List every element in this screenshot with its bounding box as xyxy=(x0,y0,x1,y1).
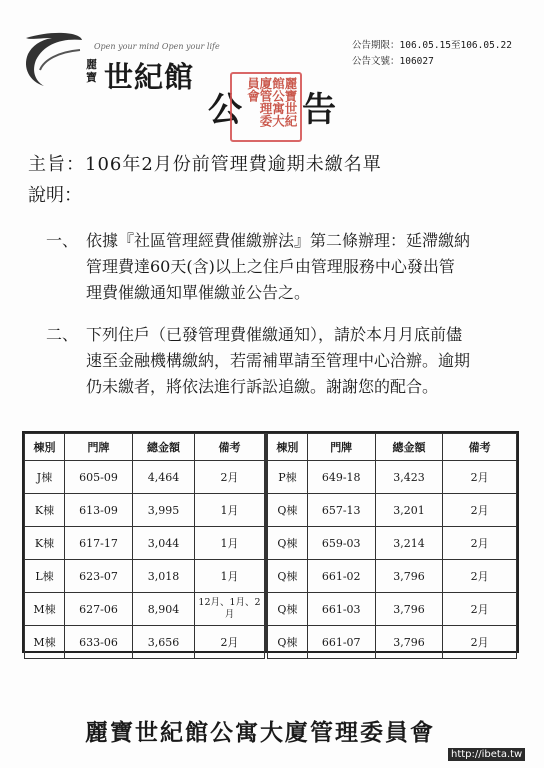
cell-building: Q棟 xyxy=(268,593,308,626)
table-row xyxy=(25,527,265,560)
item-2-line: 下列住戶（已發管理費催繳通知），請於本月月底前儘 xyxy=(86,325,463,344)
title-char-1: 公 xyxy=(208,90,242,130)
table-row xyxy=(268,527,517,560)
cell-unit: 659-03 xyxy=(307,527,375,560)
item-2-line: 仍未繳者，將依法進行訴訟追繳。謝謝您的配合。 xyxy=(86,377,439,396)
item-1 xyxy=(46,228,470,306)
cell-building: K棟 xyxy=(25,527,65,560)
item-2 xyxy=(46,322,470,400)
logo-name-small: 麗寶 xyxy=(86,58,97,84)
explain-label: 說明： xyxy=(28,185,82,206)
item-1-line: 理費催繳通知單催繳並公告之。 xyxy=(86,283,311,302)
col-header-building: 棟別 xyxy=(268,434,308,461)
cell-remark: 1月 xyxy=(195,494,265,527)
watermark: http://ibeta.tw xyxy=(448,748,525,761)
cell-remark: 2月 xyxy=(443,626,517,659)
cell-unit: 605-09 xyxy=(65,461,133,494)
item-1-line: 依據『社區管理經費催繳辦法』第二條辦理：延滯繳納 xyxy=(86,231,471,250)
cell-building: L棟 xyxy=(25,560,65,593)
cell-unit: 661-02 xyxy=(307,560,375,593)
cell-amount: 3,796 xyxy=(375,560,443,593)
col-header-remark: 備考 xyxy=(443,434,517,461)
logo-swirl-icon xyxy=(22,30,84,90)
official-seal: 麗寶世紀館公寓大廈管理委員會 xyxy=(230,72,302,142)
cell-remark: 1月 xyxy=(195,527,265,560)
cell-building: K棟 xyxy=(25,494,65,527)
table-row xyxy=(25,593,265,626)
cell-unit: 633-06 xyxy=(65,626,133,659)
cell-remark: 2月 xyxy=(443,461,517,494)
arrears-table-left xyxy=(24,433,265,659)
arrears-table-right xyxy=(267,433,517,659)
col-header-remark: 備考 xyxy=(195,434,265,461)
item-2-line: 速至金融機構繳納，若需補單請至管理中心洽辦。逾期 xyxy=(86,351,471,370)
col-header-unit: 門牌 xyxy=(307,434,375,461)
cell-remark: 1月 xyxy=(195,560,265,593)
item-1-line: 管理費達60天(含)以上之住戶由管理服務中心發出管 xyxy=(86,257,455,276)
cell-amount: 3,995 xyxy=(133,494,195,527)
cell-building: Q棟 xyxy=(268,560,308,593)
item-1-number: 一、 xyxy=(46,231,79,250)
col-header-amount: 總金額 xyxy=(133,434,195,461)
arrears-table xyxy=(22,431,519,653)
table-row xyxy=(25,461,265,494)
issuer-signature: 麗寶世紀館公寓大廈管理委員會 xyxy=(85,719,435,746)
item-2-number: 二、 xyxy=(46,325,79,344)
cell-unit: 649-18 xyxy=(307,461,375,494)
cell-unit: 661-07 xyxy=(307,626,375,659)
table-row xyxy=(268,560,517,593)
cell-remark: 2月 xyxy=(443,527,517,560)
cell-building: J棟 xyxy=(25,461,65,494)
cell-unit: 627-06 xyxy=(65,593,133,626)
cell-building: Q棟 xyxy=(268,626,308,659)
cell-building: P棟 xyxy=(268,461,308,494)
table-row xyxy=(268,593,517,626)
cell-building: Q棟 xyxy=(268,527,308,560)
cell-unit: 623-07 xyxy=(65,560,133,593)
cell-building: M棟 xyxy=(25,593,65,626)
cell-unit: 657-13 xyxy=(307,494,375,527)
cell-remark: 12月、1月、2月 xyxy=(195,593,265,626)
cell-building: Q棟 xyxy=(268,494,308,527)
notice-meta xyxy=(352,38,512,70)
cell-amount: 3,796 xyxy=(375,593,443,626)
cell-amount: 3,018 xyxy=(133,560,195,593)
cell-amount: 3,656 xyxy=(133,626,195,659)
cell-unit: 613-09 xyxy=(65,494,133,527)
notice-doc-number: 公告文號：106027 xyxy=(352,56,434,67)
cell-amount: 3,796 xyxy=(375,626,443,659)
table-row xyxy=(268,461,517,494)
logo-tagline: Open your mind Open your life xyxy=(94,42,220,51)
cell-amount: 3,201 xyxy=(375,494,443,527)
table-row xyxy=(25,494,265,527)
cell-remark: 2月 xyxy=(443,494,517,527)
table-row xyxy=(268,626,517,659)
cell-amount: 4,464 xyxy=(133,461,195,494)
col-header-amount: 總金額 xyxy=(375,434,443,461)
cell-remark: 2月 xyxy=(443,593,517,626)
cell-remark: 2月 xyxy=(195,461,265,494)
table-row xyxy=(268,494,517,527)
cell-remark: 2月 xyxy=(195,626,265,659)
title-char-2: 告 xyxy=(302,90,336,130)
logo xyxy=(22,20,220,94)
cell-amount: 8,904 xyxy=(133,593,195,626)
table-row xyxy=(25,560,265,593)
col-header-building: 棟別 xyxy=(25,434,65,461)
cell-amount: 3,214 xyxy=(375,527,443,560)
cell-remark: 2月 xyxy=(443,560,517,593)
notice-period: 公告期限：106.05.15至106.05.22 xyxy=(352,40,512,51)
cell-building: M棟 xyxy=(25,626,65,659)
col-header-unit: 門牌 xyxy=(65,434,133,461)
cell-amount: 3,044 xyxy=(133,527,195,560)
table-row xyxy=(25,626,265,659)
cell-amount: 3,423 xyxy=(375,461,443,494)
subject-line: 主旨：106年2月份前管理費逾期未繳名單 xyxy=(28,154,382,175)
logo-name: 世紀館 xyxy=(104,60,195,94)
cell-unit: 617-17 xyxy=(65,527,133,560)
cell-unit: 661-03 xyxy=(307,593,375,626)
